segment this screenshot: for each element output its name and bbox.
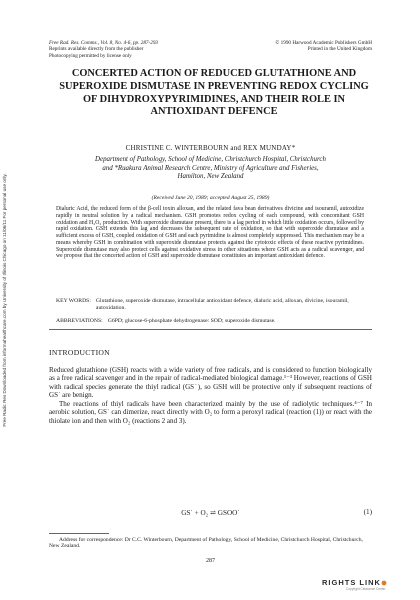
affiliation-line-3: Hamilton, New Zealand [177,173,244,181]
footnote-divider [49,533,109,534]
rightslink-subtitle: Copyright Clearance Center [346,587,386,591]
equation-1 [49,508,372,518]
keywords-text: Glutathione, superoxide dismutase, intracellular antioxidant defence, dialuric acid, alloxan, divicine, isouramil, autoxidation. [95,298,349,311]
abstract: Dialuric Acid, the reduced form of the β-cell toxin alloxan, and the related fava bean derivatives divicine and isouramil, autoxidize rapidly in neutral solution by a radical mechanism. GSH promotes redox cycling of each compound, with concomitant GSH oxidation and H₂O₂ production. With superoxide dismutase present, there is a lag period in which little oxidation occurs, followed by rapid oxidation. GSH extends this lag and decreases the subsequent rate of oxidation, so that with superoxide dismutase and a sufficient excess of GSH, coupled oxidation of GSH and each pyrimidine is almost completely suppressed. This mechanism may be a means whereby GSH in combination with superoxide dismutase protects against the cytotoxic effects of these reactive pyrimidines. Superoxide dismutase may also protect cells against oxidative stress in other situations where GSH acts as a radical scavenger, and we propose that the concerted action of GSH and superoxide dismutase constitutes an important antioxidant defence. [56,206,364,260]
publisher-header [250,40,372,53]
abbreviations [56,318,364,325]
download-watermark-text: Free Radic Res Downloaded from informahealthcare.com by University of Illinois Chicago on 11/06/11 For personal use only. [2,173,7,427]
rightslink-dot-icon [380,579,388,587]
photocopy-notice: Photocopying permitted by license only [49,52,132,59]
download-watermark [2,150,24,450]
article-authors: CHRISTINE C. WINTERBOURN and REX MUNDAY* [125,144,296,152]
journal-header [49,40,239,59]
affiliation-line-1: Department of Pathology, School of Medicine, Christchurch Hospital, Christchurch [95,156,326,163]
equation-text: GS˙ + O₂ ⇌ GSOO˙ [181,509,240,517]
reprint-notice: Reprints available directly from the publisher [49,46,144,53]
abbreviations-label: ABBREVIATIONS: [56,318,103,324]
intro-paragraph-2: The reactions of thiyl radicals have been characterized mainly by the use of radiolytic techniques.⁴⁻⁷ In aerobic solution, GS˙ can dimerize, react directly with O₂ to form a peroxyl radical (reaction (1)) or react with the thiolate ion and then with O₂ (reactions 2 and 3). [49,399,372,425]
rightslink-logo-text: RIGHTS LINK [322,578,381,587]
rightslink-logo[interactable] [322,578,410,592]
abbreviations-text: G6PD; glucose-6-phosphate dehydrogenase: SOD; superoxide dismutase. [107,318,276,324]
keywords [56,298,364,311]
author-affiliation [49,156,372,182]
introduction-body [49,366,372,425]
introduction-heading: INTRODUCTION [49,348,110,357]
article-title: CONCERTED ACTION OF REDUCED GLUTATHIONE AND SUPEROXIDE DISMUTASE IN PREVENTING REDOX CYCLING OF DIHYDROXYPYRIMIDINES, AND THEIR ROLE IN ANTIOXIDANT DEFENCE [59,68,369,118]
printed-notice: Printed in the United Kingdom [307,46,372,53]
copyright-notice: © 1990 Harwood Academic Publishers GmbH [275,40,372,46]
affiliation-line-2: and *Ruakura Animal Research Centre, Ministry of Agriculture and Fisheries, [102,164,319,172]
keywords-label: KEY WORDS: [56,298,91,304]
intro-paragraph-1: Reduced glutathione (GSH) reacts with a wide variety of free radicals, and is considered to function biologically as a free radical scavenger and in the repair of radical-mediated biological damage.¹⁻³ However, reactions of GSH with radical species generate the thiyl radical (GS˙), so GSH will be protective only if subsequent reactions of GS˙ are benign. [49,366,372,400]
correspondence-footnote: Address for correspondence: Dr C.C. Winterbourn, Department of Pathology, School of Medicine, Christchurch Hospital, Christchurch, New Zealand. [49,537,363,550]
page-number: 287 [206,558,215,564]
received-dates: (Received June 20, 1989; accepted August 25, 1989) [151,195,270,201]
section-divider [49,329,372,330]
equation-number: (1) [363,508,372,516]
journal-citation: Free Rad. Res. Comms., Vol. 8, No. 4-6, pp. 287-293 [49,40,159,46]
